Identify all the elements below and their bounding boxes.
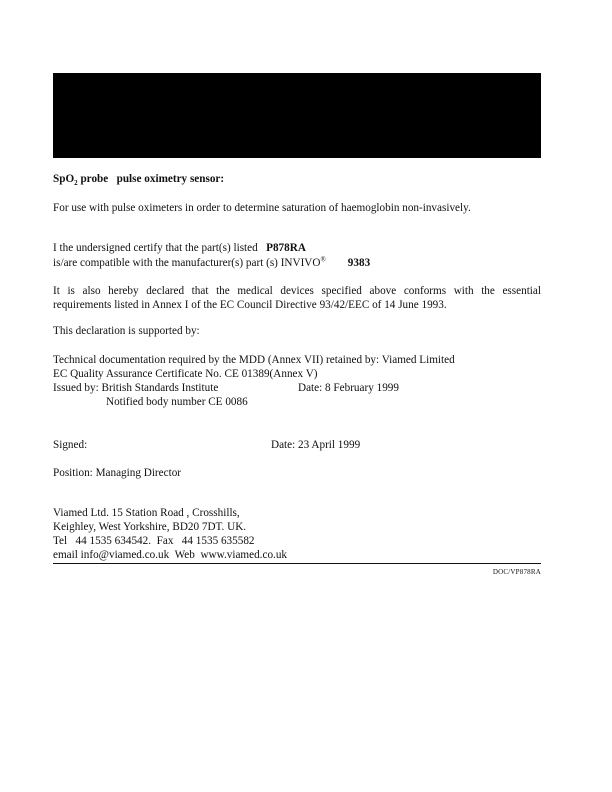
contact-email-web: email info@viamed.co.uk Web www.viamed.co.uk bbox=[53, 549, 288, 561]
signed-label: Signed: bbox=[53, 439, 88, 451]
footer-rule bbox=[53, 563, 541, 564]
intended-use: For use with pulse oximeters in order to determine saturation of haemoglobin non-invasively. bbox=[53, 202, 471, 214]
supported-by-heading: This declaration is supported by: bbox=[53, 325, 200, 337]
certification-line-1: I the undersigned certify that the part(s) listed P878RA bbox=[53, 242, 306, 254]
conformity-line-1: It is also hereby declared that the medical devices specified above conforms with the essential bbox=[53, 285, 541, 297]
issued-by: Issued by: British Standards Institute bbox=[53, 382, 219, 394]
quality-certificate: EC Quality Assurance Certificate No. CE 01389(Annex V) bbox=[53, 368, 318, 380]
conformity-line-2: requirements listed in Annex I of the EC Council Directive 93/42/EEC of 14 June 1993. bbox=[53, 299, 447, 311]
signature-date: Date: 23 April 1999 bbox=[271, 439, 361, 451]
document-reference-code: DOC/VP878RA bbox=[492, 568, 541, 576]
issue-date: Date: 8 February 1999 bbox=[298, 382, 399, 394]
contact-phone-fax: Tel 44 1535 634542. Fax 44 1535 635582 bbox=[53, 535, 255, 547]
manufacturer-part-number: 9383 bbox=[347, 257, 371, 269]
position: Position: Managing Director bbox=[53, 467, 182, 479]
address-line-1: Viamed Ltd. 15 Station Road , Crosshills, bbox=[53, 507, 240, 519]
technical-documentation: Technical documentation required by the MDD (Annex VII) retained by: Viamed Limited bbox=[53, 354, 455, 366]
part-number: P878RA bbox=[266, 242, 306, 254]
product-title: SpO$_2$ probe pulse oximetry sensor: bbox=[53, 173, 225, 188]
certification-line-2: is/are compatible with the manufacturer(s) part (s) INVIVO® 9383 bbox=[53, 255, 371, 269]
header-bar bbox=[53, 73, 541, 158]
address-line-2: Keighley, West Yorkshire, BD20 7DT. UK. bbox=[53, 521, 247, 533]
notified-body: Notified body number CE 0086 bbox=[106, 396, 248, 408]
